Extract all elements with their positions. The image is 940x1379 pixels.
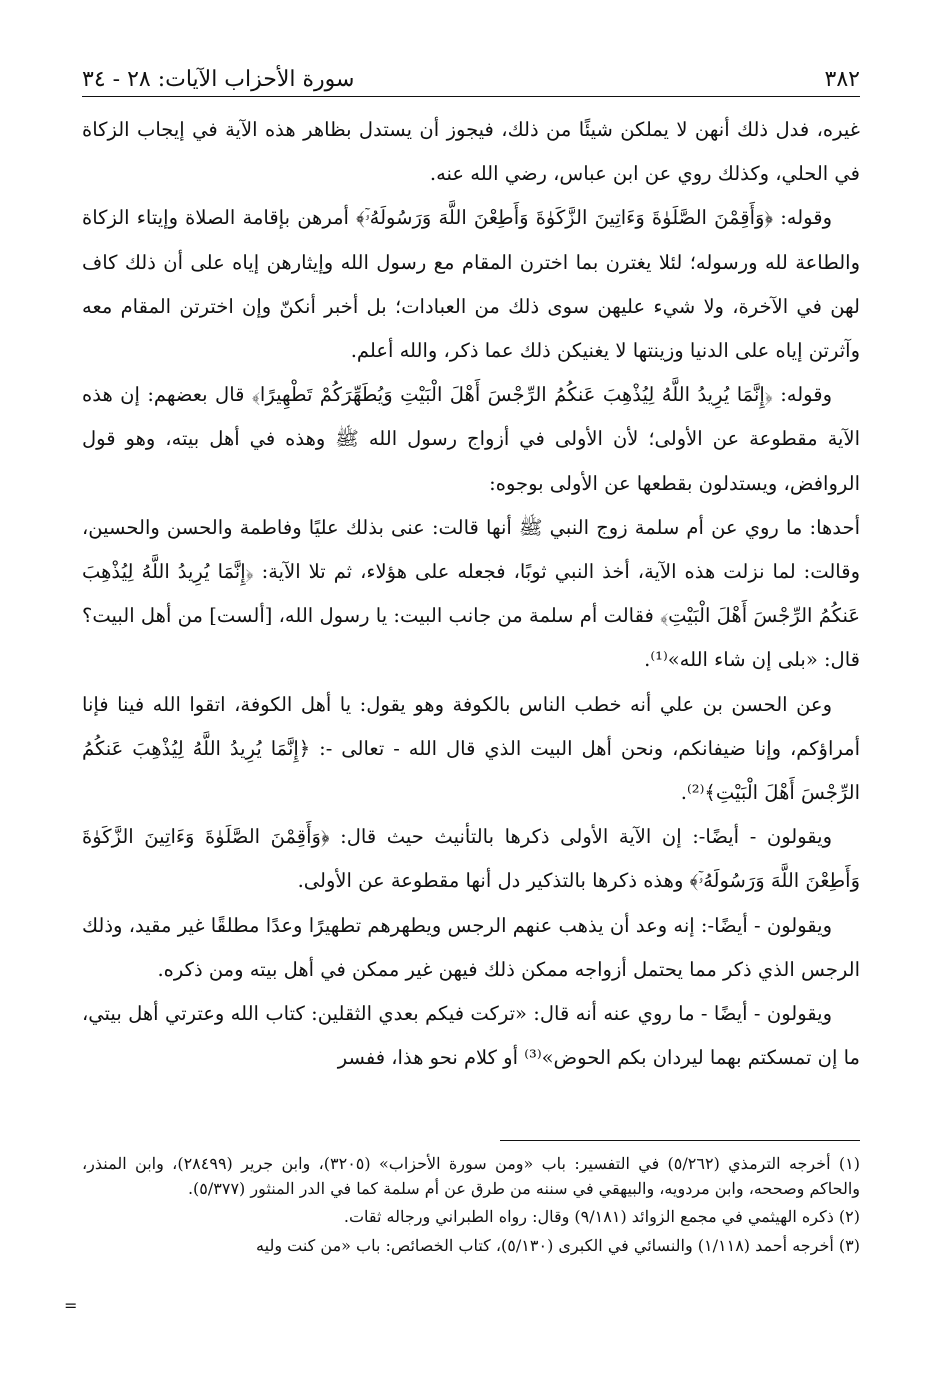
footnote: (٢) ذكره الهيثمي في مجمع الزوائد (٩/١٨١) وقال: رواه الطبراني ورجاله ثقات. bbox=[343, 1207, 860, 1226]
paragraph: وقوله: ﴿إِنَّمَا يُرِيدُ اللَّهُ لِيُذْهِبَ عَنكُمُ الرِّجْسَ أَهْلَ الْبَيْتِ وَيُطَهِّرَكُمْ تَطْهِيرًا﴾ قال بعضهم: إن هذه الآية مقطوعة عن الأولى؛ لأن الأولى في أزواج رسول الله ﷺ وهذه في أهل بيته، وهو قول الروافض، ويستدلون بقطعها عن الأولى بوجوه: bbox=[82, 383, 860, 495]
paragraph: ويقولون - أيضًا-: إنه وعد أن يذهب عنهم الرجس ويطهرهم تطهيرًا وعدًا مطلقًا غير مقيد، وذلك الرجس الذي ذكر مما يحتمل أزواجه ممكن ذلك فيهن غير ممكن في أهل بيته ومن ذكره. bbox=[82, 913, 860, 981]
footnotes bbox=[82, 1152, 860, 1262]
page-header bbox=[82, 52, 860, 92]
footnote-rule bbox=[500, 1140, 860, 1141]
paragraph: وعن الحسن بن علي أنه خطب الناس بالكوفة وهو يقول: يا أهل الكوفة، اتقوا الله فينا فإنا أمراؤكم، وإنا ضيفانكم، ونحن أهل البيت الذي قال الله - تعالى -: ﴿إِنَّمَا يُرِيدُ اللَّهُ لِيُذْهِبَ عَنكُمُ الرِّجْسَ أَهْلَ الْبَيْتِ﴾⁽²⁾. bbox=[82, 692, 860, 805]
paragraph: غيره، فدل ذلك أنهن لا يملكن شيئًا من ذلك، فيجوز أن يستدل بظاهر هذه الآية في إيجاب الزكاة في الحلي، وكذلك روي عن ابن عباس، رضي الله عنه. bbox=[82, 118, 860, 186]
page-number: ٣٨٢ bbox=[824, 67, 860, 92]
header-rule bbox=[82, 96, 860, 97]
paragraph: وقوله: ﴿وَأَقِمْنَ الصَّلَوٰةَ وَءَاتِينَ الزَّكَوٰةَ وَأَطِعْنَ اللَّهَ وَرَسُولَهُۥٓ﴾ أمرهن بإقامة الصلاة وإيتاء الزكاة والطاعة لله ورسوله؛ لئلا يغترن بما اخترن المقام مع رسول الله وإيثارهن إياه على أن ذلك كاف لهن في الآخرة، ولا شيء عليهن سوى ذلك من العبادات؛ بل أخبر أنكنّ وإن اخترتن المقام معه وآثرتن إياه على الدنيا وزينتها لا يغنيكن ذلك عما ذكر، والله أعلم. bbox=[82, 206, 860, 363]
paragraph: ويقولون - أيضًا-: إن الآية الأولى ذكرها بالتأنيث حيث قال: ﴿وَأَقِمْنَ الصَّلَوٰةَ وَءَاتِينَ الزَّكَوٰةَ وَأَطِعْنَ اللَّهَ وَرَسُولَهُۥٓ﴾ وهذه ذكرها بالتذكير دل أنها مقطوعة عن الأولى. bbox=[82, 825, 860, 893]
footnote: (٣) أخرجه أحمد (١/١١٨) والنسائي في الكبرى (٥/١٣٠)، كتاب الخصائص: باب «من كنت وليه bbox=[256, 1235, 860, 1255]
continuation-mark: = bbox=[64, 1296, 78, 1315]
main-text bbox=[82, 108, 860, 1080]
paragraph: ويقولون - أيضًا - ما روي عنه أنه قال: «تركت فيكم بعدي الثقلين: كتاب الله وعترتي أهل بيتي، ما إن تمسكتم بهما ليردان بكم الحوض»⁽³⁾ أو كلام نحو هذا، ففسر bbox=[82, 1002, 860, 1070]
running-title: سورة الأحزاب الآيات: ٢٨ - ٣٤ bbox=[82, 67, 355, 92]
footnote: (١) أخرجه الترمذي (٥/٢٦٢) في التفسير: باب «ومن سورة الأحزاب» (٣٢٠٥)، وابن جرير (٢٨٤٩٩)، وابن المنذر، والحاكم وصححه، وابن مردويه، والبيهقي في سننه من طرق عن أم سلمة كما في الدر المنثور (٥/٣٧٧). bbox=[82, 1154, 860, 1198]
paragraph: أحدها: ما روي عن أم سلمة زوج النبي ﷺ أنها قالت: عنى بذلك عليًا وفاطمة والحسن والحسين، وقالت: لما نزلت هذه الآية، أخذ النبي ثوبًا، فجعله على هؤلاء، ثم تلا الآية: ﴿إِنَّمَا يُرِيدُ اللَّهُ لِيُذْهِبَ عَنكُمُ الرِّجْسَ أَهْلَ الْبَيْتِ﴾ فقالت أم سلمة من جانب البيت: يا رسول الله، [ألست] من أهل البيت؟ قال: «بلى إن شاء الله»⁽¹⁾. bbox=[82, 515, 860, 672]
